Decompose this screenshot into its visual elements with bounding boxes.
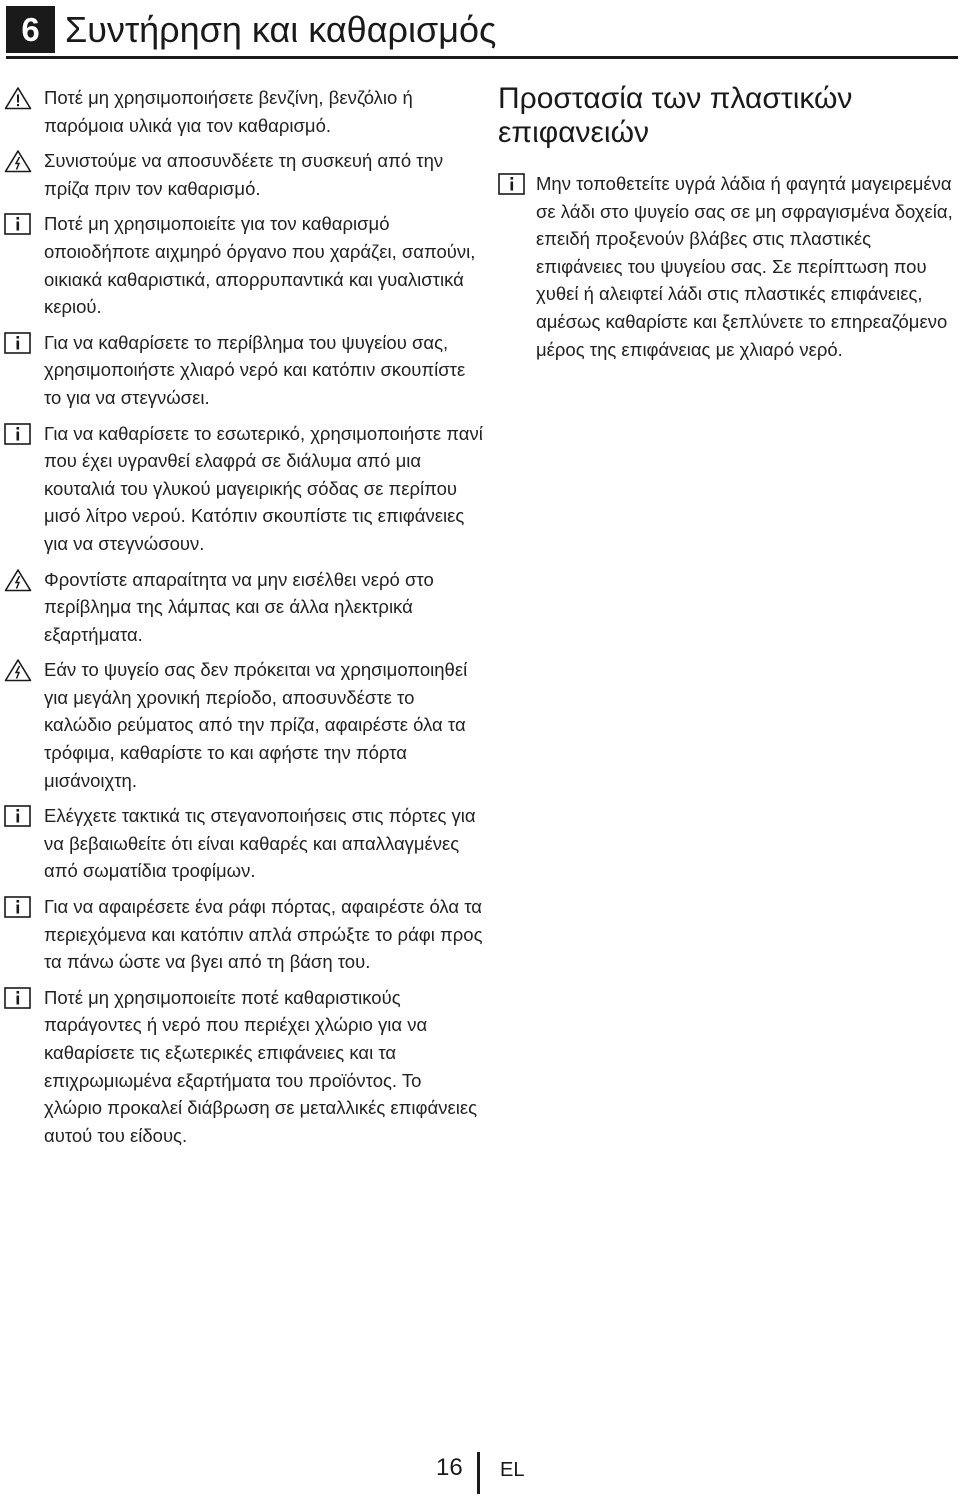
list-item — [4, 210, 484, 320]
list-item — [498, 170, 960, 363]
item-text: Ποτέ μη χρησιμοποιήσετε βενζίνη, βενζόλιο ή παρόμοια υλικά για τον καθαρισμό. — [44, 87, 413, 136]
footer-divider — [477, 1452, 480, 1494]
list-item — [4, 84, 484, 139]
list-item — [4, 566, 484, 649]
list-item — [4, 893, 484, 976]
right-column — [498, 82, 960, 371]
list-item — [4, 802, 484, 885]
item-text: Για να καθαρίσετε το εσωτερικό, χρησιμοποιήστε πανί που έχει υγρανθεί ελαφρά σε διάλυμα από μια κουταλιά του γλυκού μαγειρικής σόδας σε περίπου μισό λίτρο νερού. Κατόπιν σκουπίστε τις επιφάνειες για να στεγνώσουν. — [44, 422, 483, 554]
section-number: 6 — [6, 6, 55, 53]
info-icon — [4, 422, 32, 446]
list-item — [4, 984, 484, 1150]
left-column — [4, 84, 484, 1157]
info-icon — [4, 895, 32, 919]
info-icon — [498, 172, 526, 196]
item-text: Φροντίστε απαραίτητα να μην εισέλθει νερό στο περίβλημα της λάμπας και σε άλλα ηλεκτρικά εξαρτήματα. — [44, 568, 434, 645]
item-text: Για να αφαιρέσετε ένα ράφι πόρτας, αφαιρέστε όλα τα περιεχόμενα και κατόπιν απλά σπρώξτε το ράφι προς τα πάνω ώστε να βγει από τη βάση του. — [44, 896, 483, 973]
list-item — [4, 329, 484, 412]
info-icon — [4, 986, 32, 1010]
electric-warning-icon — [4, 658, 32, 682]
electric-warning-icon — [4, 568, 32, 592]
item-text: Για να καθαρίσετε το περίβλημα του ψυγείου σας, χρησιμοποιήστε χλιαρό νερό και κατόπιν σκουπίστε το για να στεγνώσει. — [44, 331, 466, 408]
item-text: Συνιστούμε να αποσυνδέετε τη συσκευή από την πρίζα πριν τον καθαρισμό. — [44, 150, 444, 199]
item-text: Ελέγχετε τακτικά τις στεγανοποιήσεις στις πόρτες για να βεβαιωθείτε ότι είναι καθαρές και απαλλαγμένες από σωματίδια τροφίμων. — [44, 805, 476, 882]
item-text: Μην τοποθετείτε υγρά λάδια ή φαγητά μαγειρεμένα σε λάδι στο ψυγείο σας σε μη σφραγισμένα δοχεία, επειδή προξενούν βλάβες στις πλαστικές επιφάνειες του ψυγείου σας. Σε περίπτωση που χυθεί ή αλειφτεί λάδι στις πλαστικές επιφάνειες, αμέσως καθαρίστε και ξεπλύνετε το επηρεαζόμενο μέρος της επιφάνειας με χλιαρό νερό. — [536, 173, 953, 360]
subsection-title: Προστασία των πλαστικών επιφανειών — [498, 82, 853, 149]
list-item — [4, 420, 484, 558]
page-number: 16 — [436, 1454, 463, 1481]
section-header — [6, 6, 958, 59]
list-item — [4, 656, 484, 794]
electric-warning-icon — [4, 149, 32, 173]
item-text: Εάν το ψυγείο σας δεν πρόκειται να χρησιμοποιηθεί για μεγάλη χρονική περίοδο, αποσυνδέστε το καλώδιο ρεύματος από την πρίζα, αφαιρέστε όλα τα τρόφιμα, καθαρίστε το και αφήστε την πόρτα μισάνοιχτη. — [44, 659, 468, 791]
section-title: Συντήρηση και καθαρισμός — [65, 9, 497, 50]
warning-icon — [4, 86, 32, 110]
info-icon — [4, 804, 32, 828]
info-icon — [4, 212, 32, 236]
list-item — [4, 147, 484, 202]
item-text: Ποτέ μη χρησιμοποιείτε για τον καθαρισμό οποιοδήποτε αιχμηρό όργανο που χαράζει, σαπούνι, οικιακά καθαριστικά, απορρυπαντικά και γυαλιστικά κεριού. — [44, 213, 476, 318]
language-code: EL — [500, 1459, 525, 1481]
item-text: Ποτέ μη χρησιμοποιείτε ποτέ καθαριστικούς παράγοντες ή νερό που περιέχει χλώριο για να καθαρίσετε τις εξωτερικές επιφάνειες και τα επιχρωμιωμένα εξαρτήματα του προϊόντος. Το χλώριο προκαλεί διάβρωση σε μεταλλικές επιφάνειες αυτού του είδους. — [44, 986, 477, 1146]
info-icon — [4, 331, 32, 355]
